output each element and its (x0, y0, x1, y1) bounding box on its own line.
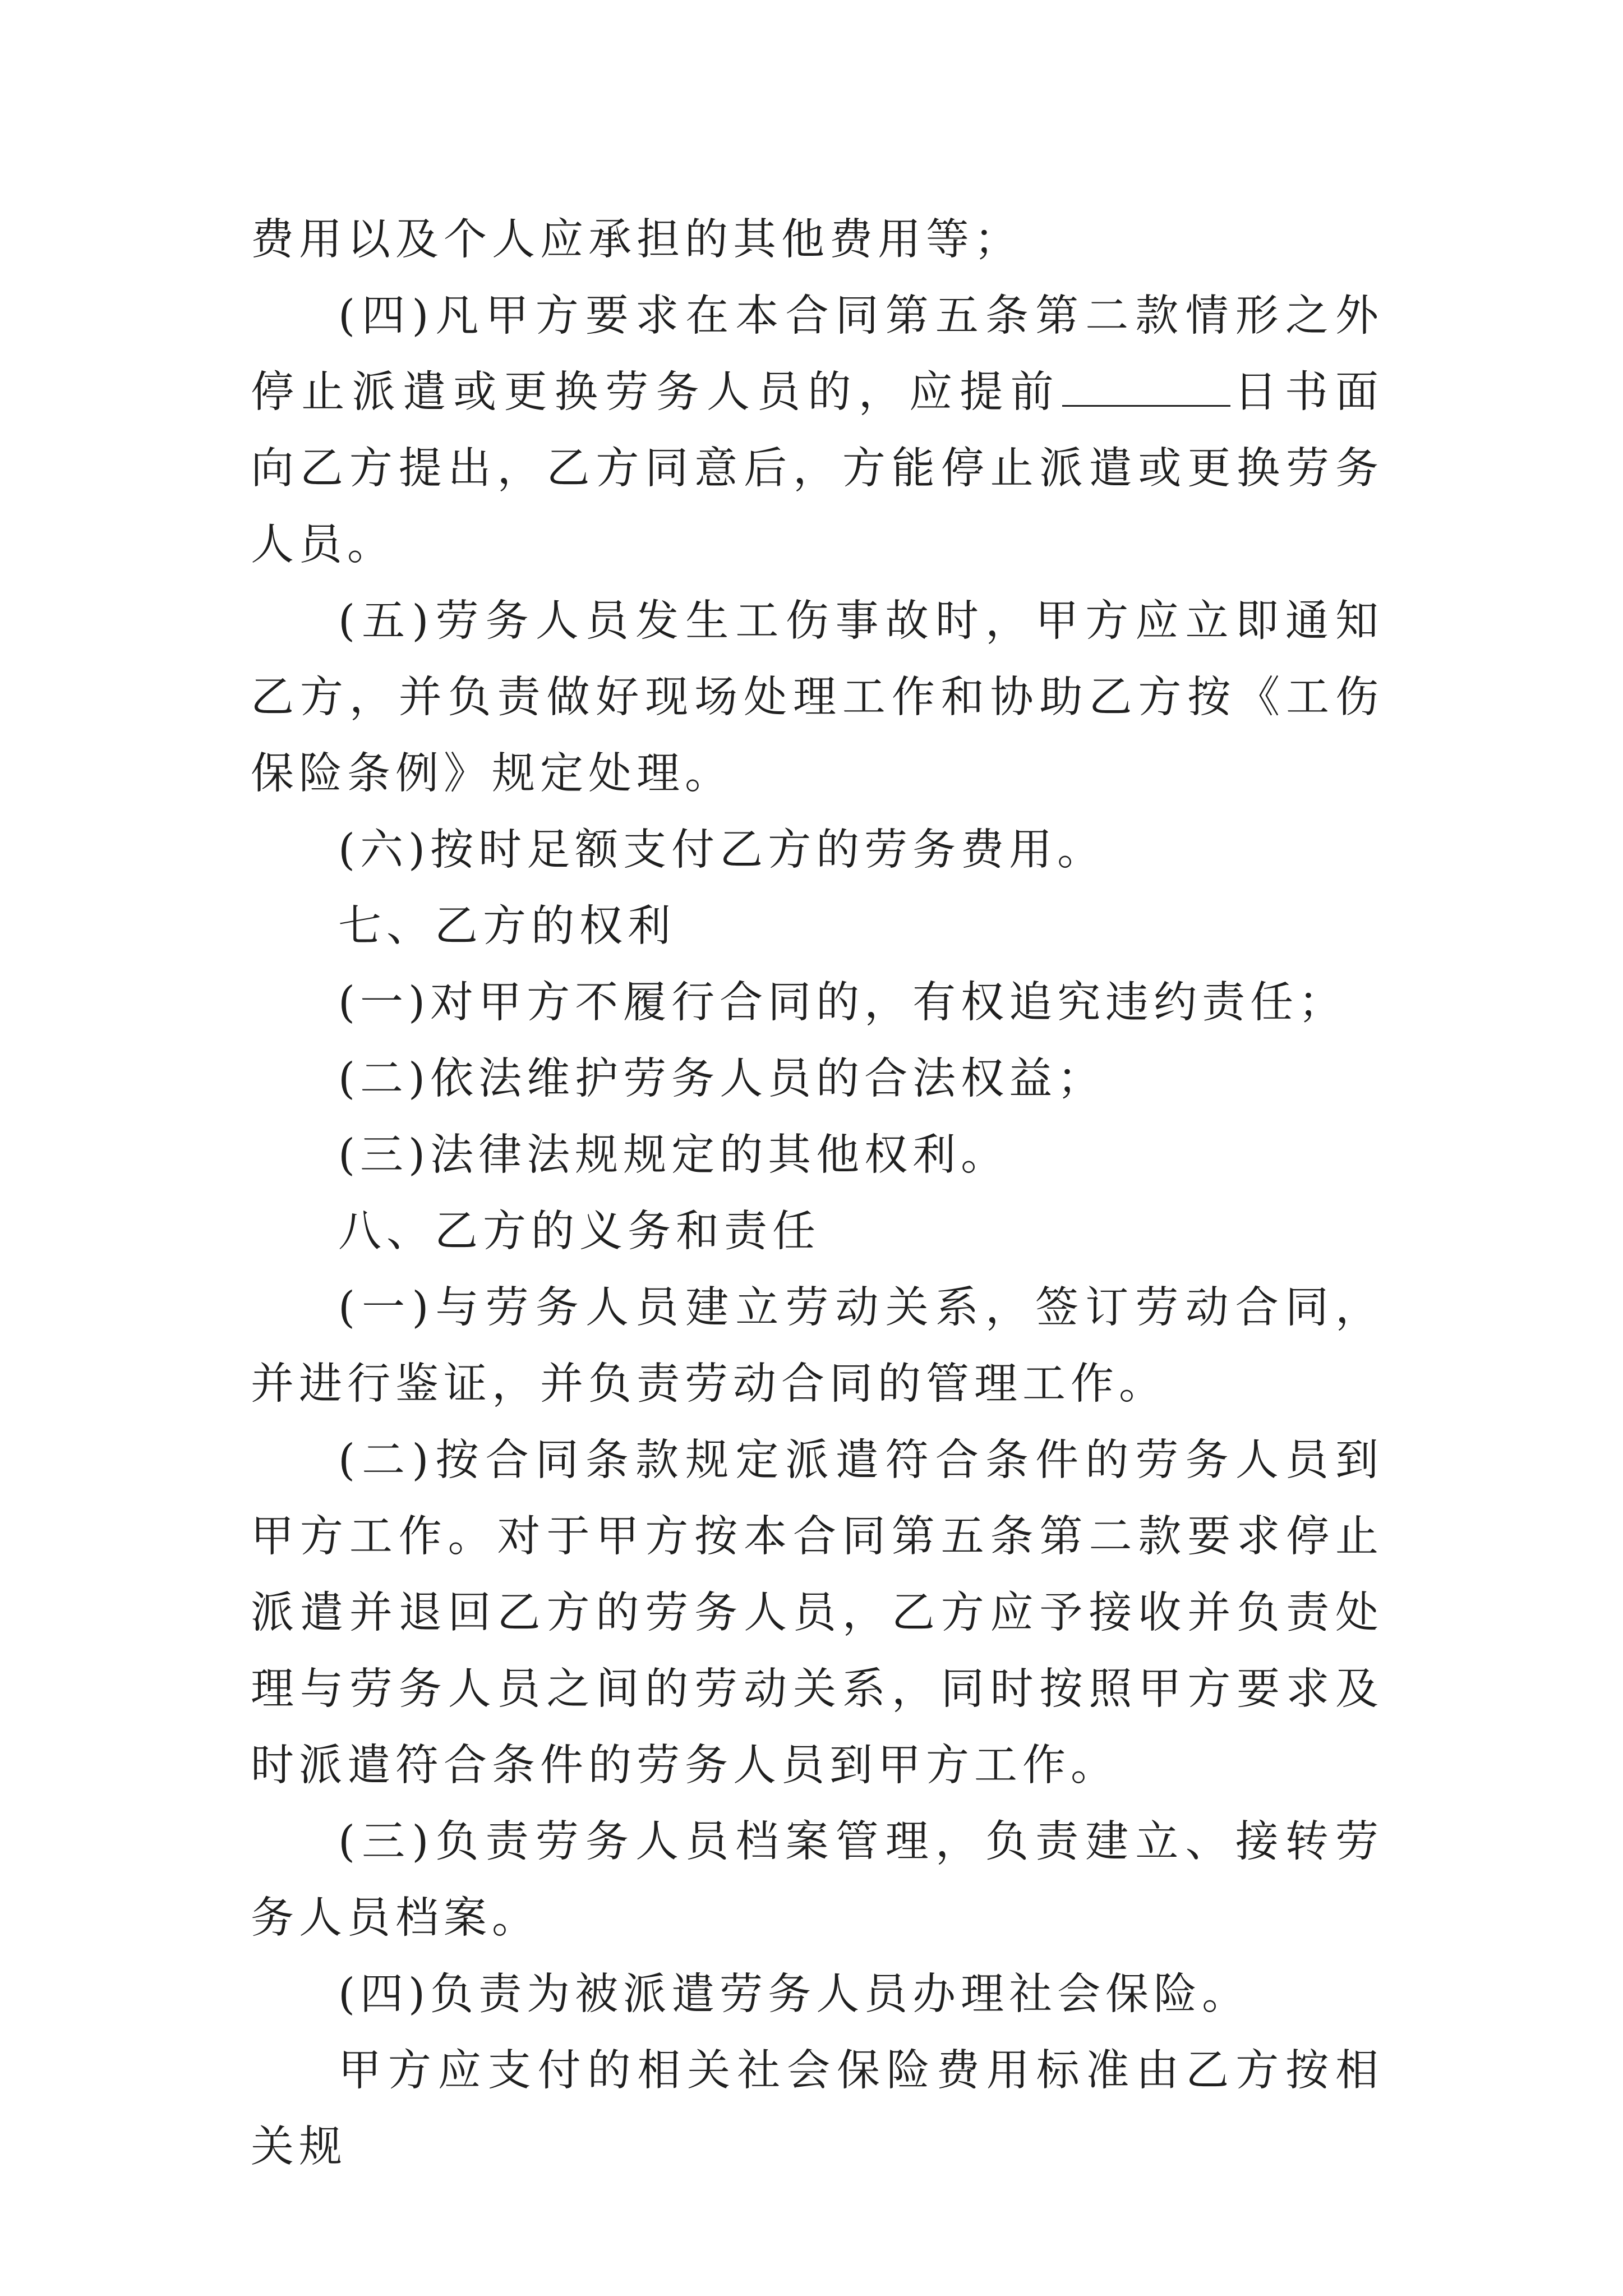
paragraph-text-after-blank: 日书面向乙方提出，乙方同意后，方能停止派遣或更换劳务人员。 (251, 367, 1384, 570)
paragraph-item-4-stop-dispatch (251, 278, 1384, 583)
paragraph-item-6-payment: (六)按时足额支付乙方的劳务费用。 (338, 825, 1106, 875)
paragraph-text-before-blank: (四)凡甲方要求在本合同第五条第二款情形之外停止派遣或更换劳务人员的，应提前 (251, 291, 1384, 417)
section-heading-party-b-obligations: 八、乙方的义务和责任 (338, 1207, 820, 1257)
document-body (251, 202, 1384, 2185)
paragraph-fees-continuation: 费用以及个人应承担的其他费用等； (251, 215, 1022, 265)
blank-days-field[interactable] (1062, 371, 1230, 407)
paragraph-right-3: (三)法律法规规定的其他权利。 (338, 1130, 1009, 1180)
paragraph-right-2: (二)依法维护劳务人员的合法权益； (338, 1054, 1106, 1104)
paragraph-obligation-2: (二)按合同条款规定派遣符合条件的劳务人员到甲方工作。对于甲方按本合同第五条第二款要求停止派遣并退回乙方的劳务人员，乙方应予接收并负责处理与劳务人员之间的劳动关系，同时按照甲方要求及时派遣符合条件的劳务人员到甲方工作。 (251, 1435, 1384, 1791)
paragraph-obligation-1: (一)与劳务人员建立劳动关系，签订劳动合同，并进行鉴证，并负责劳动合同的管理工作。 (251, 1283, 1384, 1409)
section-heading-party-b-rights: 七、乙方的权利 (338, 901, 676, 951)
paragraph-obligation-3: (三)负责劳务人员档案管理，负责建立、接转劳务人员档案。 (251, 1817, 1384, 1943)
paragraph-item-5-work-injury: (五)劳务人员发生工伤事故时，甲方应立即通知乙方，并负责做好现场处理工作和协助乙方按《工伤保险条例》规定处理。 (251, 596, 1384, 799)
paragraph-obligation-4: (四)负责为被派遣劳务人员办理社会保险。 (338, 1970, 1251, 2019)
paragraph-right-1: (一)对甲方不履行合同的，有权追究违约责任； (338, 978, 1347, 1028)
paragraph-insurance-standard: 甲方应支付的相关社会保险费用标准由乙方按相关规 (251, 2046, 1384, 2172)
